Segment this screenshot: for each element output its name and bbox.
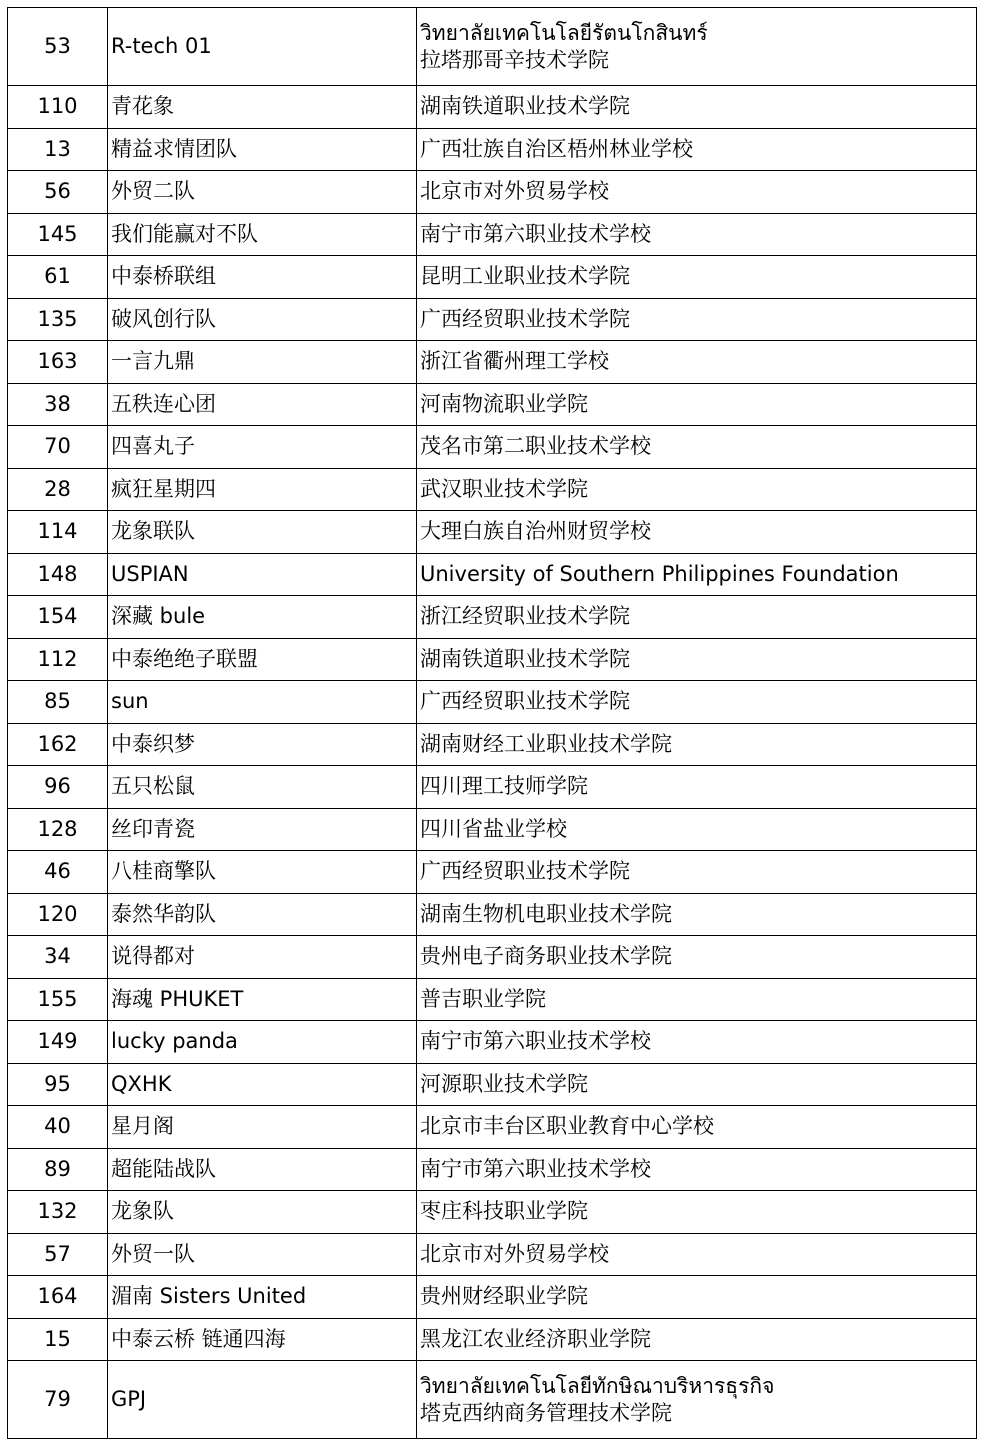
- school-name-line: 拉塔那哥辛技术学院: [420, 47, 609, 72]
- school-name-line: 河源职业技术学院: [420, 1071, 588, 1096]
- school-name-cell: [417, 8, 977, 86]
- team-name-cell: 海魂 PHUKET: [108, 978, 417, 1021]
- school-name-cell: [417, 468, 977, 511]
- team-number-cell: 114: [8, 511, 108, 554]
- table-row: [8, 596, 977, 639]
- school-name-cell: [417, 1276, 977, 1319]
- team-name-cell: 外贸一队: [108, 1233, 417, 1276]
- table-row: [8, 553, 977, 596]
- team-name-cell: 湄南 Sisters United: [108, 1276, 417, 1319]
- table-row: [8, 936, 977, 979]
- school-name-cell: [417, 256, 977, 299]
- school-name-cell: [417, 851, 977, 894]
- team-number-cell: 61: [8, 256, 108, 299]
- school-name-line: 湖南铁道职业技术学院: [420, 94, 630, 119]
- table-row: [8, 681, 977, 724]
- team-number-cell: 149: [8, 1021, 108, 1064]
- table-row: [8, 426, 977, 469]
- table-row: [8, 128, 977, 171]
- table-row: [8, 1233, 977, 1276]
- team-name-cell: 说得都对: [108, 936, 417, 979]
- team-number-cell: 34: [8, 936, 108, 979]
- table-row: [8, 341, 977, 384]
- table-row: [8, 893, 977, 936]
- table-row: [8, 86, 977, 129]
- team-name-cell: 中泰织梦: [108, 723, 417, 766]
- school-name-cell: [417, 936, 977, 979]
- team-number-cell: 70: [8, 426, 108, 469]
- table-row: [8, 511, 977, 554]
- team-name-cell: USPIAN: [108, 553, 417, 596]
- school-name-line: 大理白族自治州财贸学校: [420, 519, 651, 544]
- table-row: [8, 1191, 977, 1234]
- team-name-cell: 深藏 bule: [108, 596, 417, 639]
- team-number-cell: 96: [8, 766, 108, 809]
- team-number-cell: 148: [8, 553, 108, 596]
- team-number-cell: 46: [8, 851, 108, 894]
- team-number-cell: 53: [8, 8, 108, 86]
- team-name-cell: 我们能赢对不队: [108, 213, 417, 256]
- team-number-cell: 85: [8, 681, 108, 724]
- school-name-cell: [417, 893, 977, 936]
- school-name-cell: [417, 426, 977, 469]
- school-name-line: 北京市对外贸易学校: [420, 179, 609, 204]
- team-name-cell: 中泰绝绝子联盟: [108, 638, 417, 681]
- team-name-cell: sun: [108, 681, 417, 724]
- team-name-cell: 青花象: [108, 86, 417, 129]
- team-name-cell: lucky panda: [108, 1021, 417, 1064]
- team-number-cell: 162: [8, 723, 108, 766]
- table-row: [8, 638, 977, 681]
- team-number-cell: 56: [8, 171, 108, 214]
- table-row: [8, 1318, 977, 1361]
- team-number-cell: 38: [8, 383, 108, 426]
- roster-body: [8, 8, 977, 1439]
- table-row: [8, 1106, 977, 1149]
- school-name-line: 昆明工业职业技术学院: [420, 264, 630, 289]
- team-number-cell: 28: [8, 468, 108, 511]
- school-name-cell: [417, 978, 977, 1021]
- school-name-line: University of Southern Philippines Foundation: [420, 561, 899, 586]
- school-name-line: 广西经贸职业技术学院: [420, 306, 630, 331]
- table-row: [8, 851, 977, 894]
- team-name-cell: 破风创行队: [108, 298, 417, 341]
- table-row: [8, 171, 977, 214]
- team-number-cell: 13: [8, 128, 108, 171]
- school-name-line: 北京市对外贸易学校: [420, 1241, 609, 1266]
- team-name-cell: 外贸二队: [108, 171, 417, 214]
- table-row: [8, 1063, 977, 1106]
- table-row: [8, 1361, 977, 1439]
- school-name-cell: [417, 808, 977, 851]
- table-row: [8, 468, 977, 511]
- team-number-cell: 154: [8, 596, 108, 639]
- table-row: [8, 1021, 977, 1064]
- team-name-cell: 龙象队: [108, 1191, 417, 1234]
- team-number-cell: 135: [8, 298, 108, 341]
- school-name-line: 南宁市第六职业技术学校: [420, 1029, 651, 1054]
- table-row: [8, 383, 977, 426]
- school-name-line: 湖南财经工业职业技术学院: [420, 731, 672, 756]
- team-name-cell: QXHK: [108, 1063, 417, 1106]
- team-name-cell: 五只松鼠: [108, 766, 417, 809]
- school-name-line: 南宁市第六职业技术学校: [420, 221, 651, 246]
- school-name-cell: [417, 341, 977, 384]
- team-name-cell: 星月阁: [108, 1106, 417, 1149]
- school-name-line: 四川省盐业学校: [420, 816, 567, 841]
- team-name-cell: 四喜丸子: [108, 426, 417, 469]
- school-name-cell: [417, 1361, 977, 1439]
- team-number-cell: 15: [8, 1318, 108, 1361]
- school-name-cell: [417, 383, 977, 426]
- school-name-cell: [417, 1063, 977, 1106]
- team-number-cell: 79: [8, 1361, 108, 1439]
- school-name-line: 河南物流职业学院: [420, 391, 588, 416]
- team-name-cell: 精益求情团队: [108, 128, 417, 171]
- team-number-cell: 95: [8, 1063, 108, 1106]
- school-name-cell: [417, 638, 977, 681]
- school-name-cell: [417, 171, 977, 214]
- team-number-cell: 164: [8, 1276, 108, 1319]
- team-name-cell: 八桂商擎队: [108, 851, 417, 894]
- school-name-cell: [417, 128, 977, 171]
- team-name-cell: 中泰云桥 链通四海: [108, 1318, 417, 1361]
- school-name-line: 塔克西纳商务管理技术学院: [420, 1400, 672, 1425]
- team-number-cell: 110: [8, 86, 108, 129]
- team-number-cell: 128: [8, 808, 108, 851]
- team-number-cell: 112: [8, 638, 108, 681]
- team-name-cell: 龙象联队: [108, 511, 417, 554]
- school-name-line: วิทยาลัยเทคโนโลยีทักษิณาบริหารธุรกิจ: [420, 1373, 775, 1398]
- school-name-line: 广西经贸职业技术学院: [420, 859, 630, 884]
- school-name-cell: [417, 213, 977, 256]
- team-number-cell: 40: [8, 1106, 108, 1149]
- school-name-cell: [417, 1233, 977, 1276]
- table-row: [8, 1148, 977, 1191]
- school-name-line: 黑龙江农业经济职业学院: [420, 1326, 651, 1351]
- school-name-line: 贵州电子商务职业技术学院: [420, 944, 672, 969]
- team-number-cell: 132: [8, 1191, 108, 1234]
- school-name-line: 广西经贸职业技术学院: [420, 689, 630, 714]
- table-row: [8, 256, 977, 299]
- team-name-cell: GPJ: [108, 1361, 417, 1439]
- school-name-cell: [417, 596, 977, 639]
- team-name-cell: 一言九鼎: [108, 341, 417, 384]
- team-name-cell: 泰然华韵队: [108, 893, 417, 936]
- team-name-cell: R-tech 01: [108, 8, 417, 86]
- school-name-line: 武汉职业技术学院: [420, 476, 588, 501]
- school-name-line: 广西壮族自治区梧州林业学校: [420, 136, 693, 161]
- team-number-cell: 163: [8, 341, 108, 384]
- school-name-line: 浙江省衢州理工学校: [420, 349, 609, 374]
- table-row: [8, 298, 977, 341]
- school-name-cell: [417, 298, 977, 341]
- table-row: [8, 213, 977, 256]
- school-name-cell: [417, 1148, 977, 1191]
- table-row: [8, 978, 977, 1021]
- team-number-cell: 145: [8, 213, 108, 256]
- team-name-cell: 丝印青瓷: [108, 808, 417, 851]
- team-name-cell: 五秩连心团: [108, 383, 417, 426]
- team-name-cell: 超能陆战队: [108, 1148, 417, 1191]
- school-name-cell: [417, 1021, 977, 1064]
- school-name-line: 枣庄科技职业学院: [420, 1199, 588, 1224]
- school-name-cell: [417, 1318, 977, 1361]
- team-name-cell: 疯狂星期四: [108, 468, 417, 511]
- school-name-cell: [417, 766, 977, 809]
- school-name-line: 四川理工技师学院: [420, 774, 588, 799]
- school-name-cell: [417, 1191, 977, 1234]
- school-name-cell: [417, 86, 977, 129]
- team-number-cell: 89: [8, 1148, 108, 1191]
- team-name-cell: 中泰桥联组: [108, 256, 417, 299]
- team-roster-table: [7, 7, 977, 1439]
- school-name-line: 普吉职业学院: [420, 986, 546, 1011]
- table-row: [8, 1276, 977, 1319]
- school-name-cell: [417, 723, 977, 766]
- team-number-cell: 57: [8, 1233, 108, 1276]
- school-name-line: 南宁市第六职业技术学校: [420, 1156, 651, 1181]
- school-name-cell: [417, 1106, 977, 1149]
- school-name-cell: [417, 553, 977, 596]
- school-name-line: 湖南生物机电职业技术学院: [420, 901, 672, 926]
- school-name-cell: [417, 511, 977, 554]
- school-name-line: 贵州财经职业学院: [420, 1284, 588, 1309]
- school-name-line: 北京市丰台区职业教育中心学校: [420, 1114, 714, 1139]
- school-name-cell: [417, 681, 977, 724]
- table-row: [8, 8, 977, 86]
- table-row: [8, 766, 977, 809]
- school-name-line: 茂名市第二职业技术学校: [420, 434, 651, 459]
- team-number-cell: 120: [8, 893, 108, 936]
- school-name-line: 浙江经贸职业技术学院: [420, 604, 630, 629]
- table-row: [8, 808, 977, 851]
- school-name-line: วิทยาลัยเทคโนโลยีรัตนโกสินทร์: [420, 20, 708, 45]
- team-number-cell: 155: [8, 978, 108, 1021]
- table-row: [8, 723, 977, 766]
- school-name-line: 湖南铁道职业技术学院: [420, 646, 630, 671]
